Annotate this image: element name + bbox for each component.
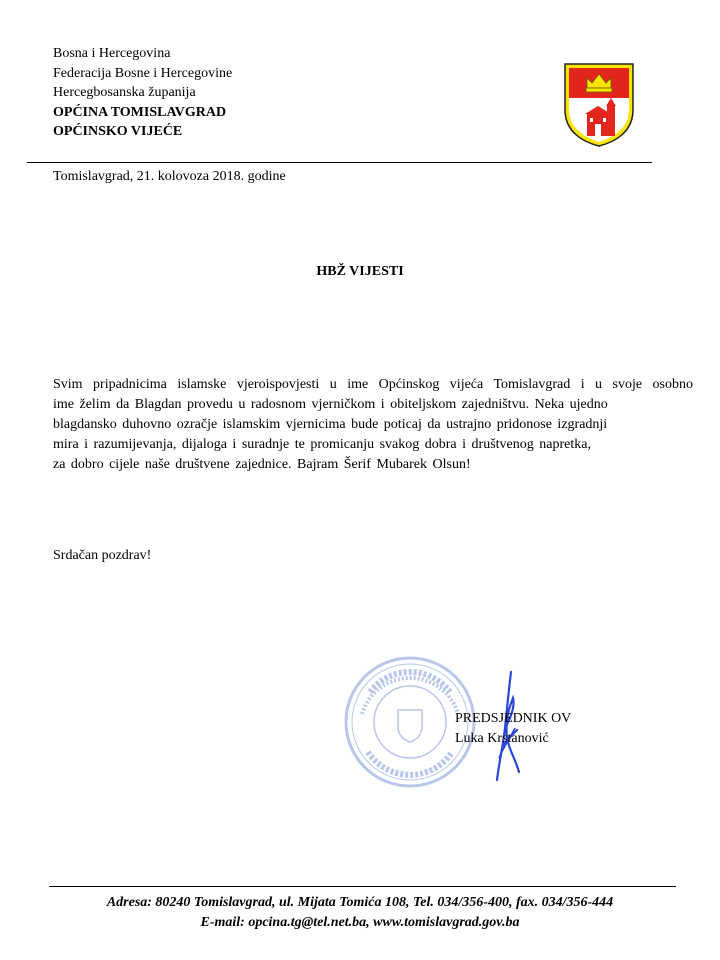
- footer: [0, 893, 720, 933]
- signature-block: [455, 709, 571, 749]
- body-line-5: za dobro cijele naše društvene zajednice. Bajram Šerif Mubarek Olsun!: [53, 457, 471, 472]
- footer-divider: [49, 886, 676, 887]
- letterhead-canton: Hercegbosanska županija: [53, 85, 196, 100]
- letterhead-council: OPĆINSKO VIJEĆE: [53, 124, 183, 139]
- header-divider: [27, 162, 652, 163]
- letterhead-municipality: OPĆINA TOMISLAVGRAD: [53, 104, 227, 120]
- document-date: Tomislavgrad, 21. kolovoza 2018. godine: [53, 169, 286, 184]
- closing-greeting: Srdačan pozdrav!: [53, 548, 152, 563]
- letterhead-federation: Federacija Bosne i Hercegovine: [53, 65, 233, 81]
- body-line-4: mira i razumijevanja, dijaloga i suradnje te promicanju svakog dobra i društvenog napretka,: [53, 437, 591, 452]
- letterhead: [53, 44, 232, 142]
- footer-address: Adresa: 80240 Tomislavgrad, ul. Mijata Tomića 108, Tel. 034/356-400, fax. 034/356-444: [106, 895, 614, 910]
- signer-role: PREDSJEDNIK OV: [455, 711, 572, 726]
- letterhead-country: Bosna i Hercegovina: [53, 46, 171, 61]
- coat-of-arms-icon: [563, 62, 635, 148]
- body-line-3: blagdansko duhovno ozračje islamskim vjernicima bude poticaj da ustrajno pridonose izgradnji: [53, 417, 608, 432]
- body-line-1: Svim pripadnicima islamske vjeroispovjesti u ime Općinskog vijeća Tomislavgrad i u svoje osobno: [53, 377, 693, 392]
- footer-contact: E-mail: opcina.tg@tel.net.ba, www.tomislavgrad.gov.ba: [200, 915, 520, 930]
- signer-name: Luka Krstanović: [455, 731, 549, 746]
- body-line-2: ime želim da Blagdan provedu u radosnom vjerničkom i obiteljskom zajedništvu. Neka ujedno: [53, 397, 608, 412]
- letter-body: [53, 375, 693, 475]
- document-title: HBŽ VIJESTI: [316, 264, 404, 279]
